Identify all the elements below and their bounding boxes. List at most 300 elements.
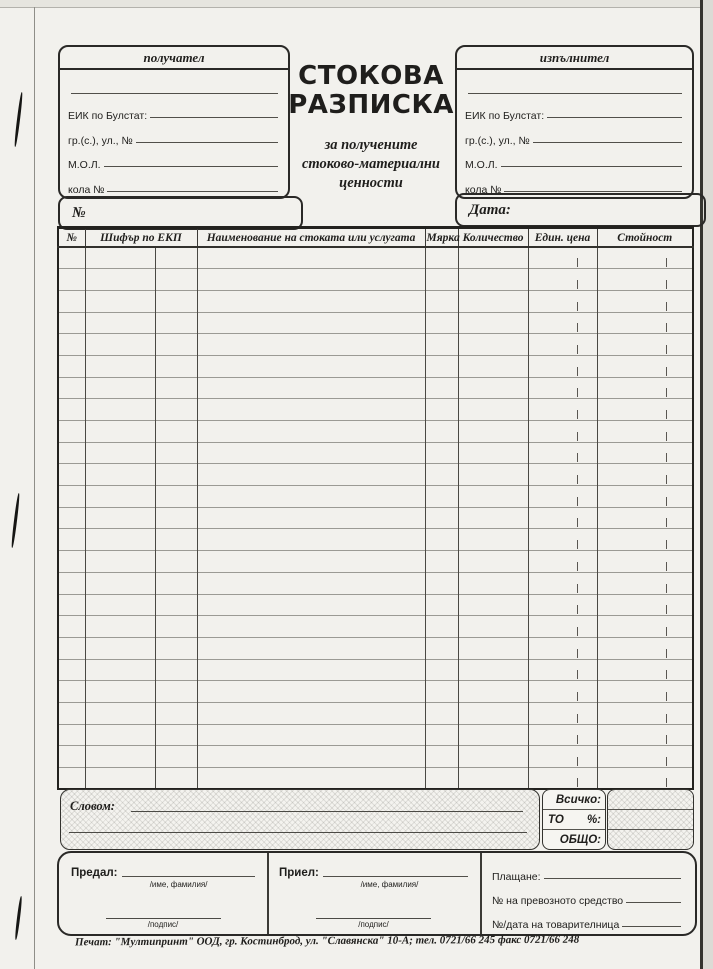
table-cell — [458, 486, 528, 508]
decimal-separator-tick — [577, 475, 578, 484]
table-cell — [155, 442, 197, 464]
decimal-separator-tick — [577, 497, 578, 506]
signature-hint: /подпис/ — [147, 920, 179, 929]
table-cell — [597, 616, 693, 638]
amount-in-words-label: Словом: — [70, 799, 115, 813]
table-cell — [197, 269, 425, 291]
document-number-label: № — [72, 204, 86, 221]
table-row — [58, 334, 693, 356]
table-cell — [85, 421, 155, 443]
decimal-separator-tick — [577, 778, 578, 787]
signature-line — [316, 918, 431, 919]
table-cell — [597, 312, 693, 334]
table-cell — [425, 290, 458, 312]
fill-in-line — [107, 191, 278, 192]
table-cell — [528, 529, 597, 551]
executor-vehicle-row — [465, 171, 682, 196]
field-label: М.О.Л. — [68, 159, 101, 171]
table-row — [58, 290, 693, 312]
table-cell — [155, 486, 197, 508]
table-cell — [458, 702, 528, 724]
staple-mark — [11, 493, 21, 548]
decimal-separator-tick — [577, 627, 578, 636]
decimal-separator-tick — [666, 627, 667, 636]
decimal-separator-tick — [577, 562, 578, 571]
table-cell — [597, 746, 693, 768]
executor-eik-row — [465, 98, 682, 123]
decimal-separator-tick — [666, 280, 667, 289]
table-cell — [528, 616, 597, 638]
table-cell — [155, 681, 197, 703]
document-date-box — [455, 193, 706, 227]
table-cell — [155, 724, 197, 746]
table-row — [58, 269, 693, 291]
table-cell — [85, 551, 155, 573]
table-row — [58, 399, 693, 421]
table-cell — [528, 659, 597, 681]
table-cell — [155, 355, 197, 377]
table-cell — [458, 312, 528, 334]
goods-table — [57, 226, 694, 790]
decimal-separator-tick — [577, 649, 578, 658]
total-all-label: Всичко: — [543, 790, 605, 810]
handed-by-label: Предал: — [71, 867, 118, 879]
table-cell — [597, 637, 693, 659]
table-cell — [458, 377, 528, 399]
table-cell — [528, 507, 597, 529]
decimal-separator-tick — [666, 714, 667, 723]
decimal-separator-tick — [577, 432, 578, 441]
table-cell — [155, 269, 197, 291]
trade-discount-value-cell — [608, 810, 693, 830]
decimal-separator-tick — [666, 388, 667, 397]
table-cell — [58, 247, 85, 269]
table-cell — [197, 247, 425, 269]
table-cell — [58, 594, 85, 616]
received-by-label: Приел: — [279, 867, 319, 879]
table-cell — [425, 681, 458, 703]
table-cell — [197, 421, 425, 443]
table-cell — [85, 724, 155, 746]
table-cell — [85, 312, 155, 334]
table-cell — [597, 290, 693, 312]
paper-right-margin — [703, 0, 713, 969]
table-cell — [155, 594, 197, 616]
table-cell — [425, 594, 458, 616]
table-cell — [58, 377, 85, 399]
table-cell — [597, 247, 693, 269]
decimal-separator-tick — [666, 497, 667, 506]
table-cell — [528, 768, 597, 790]
table-cell — [458, 768, 528, 790]
table-cell — [155, 637, 197, 659]
table-cell — [197, 290, 425, 312]
fill-in-line — [626, 902, 681, 903]
table-row — [58, 702, 693, 724]
decimal-separator-tick — [577, 735, 578, 744]
table-cell — [197, 399, 425, 421]
vehicle-number-label: № на превозното средство — [492, 895, 624, 907]
table-cell — [597, 421, 693, 443]
waybill-label: №/дата на товарителница — [492, 919, 620, 931]
table-cell — [425, 421, 458, 443]
table-cell — [425, 507, 458, 529]
table-cell — [155, 290, 197, 312]
table-cell — [197, 464, 425, 486]
table-cell — [155, 746, 197, 768]
table-cell — [458, 464, 528, 486]
executor-address-row — [465, 122, 682, 147]
table-cell — [58, 399, 85, 421]
table-cell — [197, 768, 425, 790]
fill-in-line — [544, 878, 681, 879]
decimal-separator-tick — [666, 649, 667, 658]
table-cell — [155, 529, 197, 551]
table-cell — [528, 399, 597, 421]
recipient-mol-row — [68, 147, 278, 172]
fill-in-line — [547, 117, 682, 118]
decimal-separator-tick — [666, 302, 667, 311]
fill-in-line — [104, 166, 278, 167]
table-cell — [58, 637, 85, 659]
table-cell — [597, 377, 693, 399]
fill-in-line — [131, 811, 523, 812]
table-cell — [425, 334, 458, 356]
table-cell — [425, 486, 458, 508]
table-cell — [528, 724, 597, 746]
table-cell — [597, 442, 693, 464]
table-cell — [597, 702, 693, 724]
table-cell — [597, 572, 693, 594]
table-cell — [597, 529, 693, 551]
total-all-value-cell — [608, 790, 693, 810]
table-cell — [197, 334, 425, 356]
totals-labels-box — [542, 789, 606, 850]
trade-discount-label: ТО — [548, 813, 564, 826]
decimal-separator-tick — [577, 540, 578, 549]
table-cell — [528, 572, 597, 594]
name-hint: /име, фамилия/ — [149, 880, 208, 889]
fill-in-line — [533, 142, 682, 143]
table-cell — [597, 681, 693, 703]
table-cell — [85, 659, 155, 681]
decimal-separator-tick — [577, 670, 578, 679]
table-cell — [58, 421, 85, 443]
table-cell — [425, 659, 458, 681]
table-cell — [58, 442, 85, 464]
table-cell — [85, 637, 155, 659]
table-cell — [155, 377, 197, 399]
table-cell — [425, 529, 458, 551]
col-header-code: Шифър по ЕКП — [85, 228, 197, 248]
table-cell — [425, 399, 458, 421]
table-cell — [458, 724, 528, 746]
table-cell — [528, 551, 597, 573]
payment-column — [480, 853, 695, 934]
table-cell — [85, 486, 155, 508]
table-cell — [458, 551, 528, 573]
decimal-separator-tick — [577, 714, 578, 723]
table-cell — [155, 616, 197, 638]
grand-total-value-cell — [608, 830, 693, 849]
fill-in-line — [468, 93, 682, 94]
paper-top-edge — [0, 0, 713, 8]
table-cell — [528, 377, 597, 399]
table-cell — [197, 659, 425, 681]
field-label: ЕИК по Булстат: — [465, 110, 545, 122]
table-cell — [85, 399, 155, 421]
amount-in-words-box — [60, 789, 540, 850]
name-hint: /име, фамилия/ — [360, 880, 419, 889]
table-cell — [85, 464, 155, 486]
table-cell — [458, 572, 528, 594]
col-header-value: Стойност — [597, 228, 693, 248]
table-cell — [197, 702, 425, 724]
decimal-separator-tick — [666, 453, 667, 462]
waybill-row — [492, 907, 681, 931]
recipient-box-header: получател — [60, 47, 288, 70]
col-header-unit-price: Един. цена — [528, 228, 597, 248]
fill-in-line — [136, 142, 278, 143]
table-cell — [597, 399, 693, 421]
table-row — [58, 421, 693, 443]
table-cell — [197, 637, 425, 659]
table-cell — [425, 247, 458, 269]
payment-row — [492, 859, 681, 883]
table-cell — [58, 746, 85, 768]
col-header-number: № — [58, 228, 85, 248]
table-cell — [197, 724, 425, 746]
decimal-separator-tick — [577, 280, 578, 289]
table-cell — [528, 442, 597, 464]
table-cell — [597, 594, 693, 616]
table-cell — [85, 702, 155, 724]
table-cell — [458, 594, 528, 616]
table-cell — [58, 355, 85, 377]
decimal-separator-tick — [577, 345, 578, 354]
table-cell — [458, 442, 528, 464]
vehicle-number-row — [492, 883, 681, 907]
fill-in-line — [323, 876, 468, 877]
table-cell — [85, 442, 155, 464]
table-cell — [58, 768, 85, 790]
table-cell — [85, 594, 155, 616]
table-cell — [425, 269, 458, 291]
table-cell — [597, 355, 693, 377]
field-label: кола № — [465, 183, 502, 196]
table-cell — [85, 247, 155, 269]
decimal-separator-tick — [577, 757, 578, 766]
table-cell — [197, 746, 425, 768]
table-cell — [528, 637, 597, 659]
recipient-name-row — [68, 73, 278, 98]
fill-in-line — [504, 191, 682, 192]
table-cell — [85, 507, 155, 529]
table-cell — [155, 768, 197, 790]
table-cell — [197, 681, 425, 703]
table-cell — [58, 334, 85, 356]
fill-in-line — [69, 832, 527, 833]
table-row — [58, 507, 693, 529]
totals-values-box — [607, 789, 694, 850]
table-row — [58, 616, 693, 638]
table-row — [58, 724, 693, 746]
payment-label: Плащане: — [492, 871, 541, 883]
received-by-column — [267, 853, 480, 934]
table-row — [58, 572, 693, 594]
table-cell — [85, 334, 155, 356]
table-cell — [528, 486, 597, 508]
table-cell — [85, 681, 155, 703]
col-header-name: Наименование на стоката или услугата — [197, 228, 425, 248]
decimal-separator-tick — [666, 605, 667, 614]
fill-in-line — [622, 926, 681, 927]
table-cell — [597, 724, 693, 746]
table-cell — [58, 681, 85, 703]
table-cell — [58, 616, 85, 638]
table-row — [58, 486, 693, 508]
table-cell — [197, 551, 425, 573]
table-cell — [597, 486, 693, 508]
table-cell — [155, 334, 197, 356]
table-cell — [197, 507, 425, 529]
decimal-separator-tick — [577, 258, 578, 267]
decimal-separator-tick — [666, 410, 667, 419]
table-cell — [85, 355, 155, 377]
table-cell — [155, 551, 197, 573]
table-cell — [458, 269, 528, 291]
table-cell — [458, 247, 528, 269]
table-cell — [85, 616, 155, 638]
decimal-separator-tick — [666, 345, 667, 354]
table-cell — [197, 616, 425, 638]
table-cell — [528, 464, 597, 486]
decimal-separator-tick — [577, 388, 578, 397]
table-cell — [458, 290, 528, 312]
table-cell — [528, 334, 597, 356]
table-cell — [528, 421, 597, 443]
table-cell — [528, 290, 597, 312]
table-cell — [458, 616, 528, 638]
table-row — [58, 746, 693, 768]
table-cell — [155, 312, 197, 334]
table-cell — [425, 746, 458, 768]
table-cell — [58, 702, 85, 724]
table-cell — [58, 507, 85, 529]
table-cell — [425, 572, 458, 594]
table-cell — [458, 637, 528, 659]
table-row — [58, 529, 693, 551]
table-cell — [155, 421, 197, 443]
recipient-vehicle-row — [68, 171, 278, 196]
table-cell — [85, 746, 155, 768]
table-row — [58, 594, 693, 616]
table-cell — [458, 421, 528, 443]
table-cell — [458, 507, 528, 529]
table-header-row — [58, 228, 693, 248]
paper-fold-line — [34, 7, 35, 969]
recipient-box — [58, 45, 290, 199]
table-cell — [528, 355, 597, 377]
trade-discount-percent-label: %: — [586, 813, 601, 826]
executor-name-row — [465, 73, 682, 98]
decimal-separator-tick — [577, 584, 578, 593]
table-cell — [85, 290, 155, 312]
table-cell — [155, 507, 197, 529]
table-cell — [197, 377, 425, 399]
table-cell — [528, 247, 597, 269]
table-cell — [597, 269, 693, 291]
table-row — [58, 659, 693, 681]
table-row — [58, 377, 693, 399]
table-row — [58, 355, 693, 377]
table-cell — [458, 529, 528, 551]
decimal-separator-tick — [666, 692, 667, 701]
decimal-separator-tick — [666, 367, 667, 376]
table-cell — [597, 507, 693, 529]
table-cell — [155, 399, 197, 421]
table-cell — [155, 247, 197, 269]
table-cell — [58, 464, 85, 486]
decimal-separator-tick — [666, 584, 667, 593]
table-cell — [528, 269, 597, 291]
decimal-separator-tick — [666, 475, 667, 484]
signature-line — [106, 918, 221, 919]
grand-total-label: ОБЩО: — [559, 833, 601, 846]
table-cell — [197, 529, 425, 551]
table-cell — [58, 269, 85, 291]
signature-section — [57, 851, 697, 936]
signature-hint: /подпис/ — [358, 920, 389, 929]
col-header-unit: Мярка — [425, 228, 458, 248]
table-cell — [528, 594, 597, 616]
table-cell — [155, 572, 197, 594]
table-cell — [528, 681, 597, 703]
decimal-separator-tick — [577, 410, 578, 419]
form-title-block — [286, 62, 456, 193]
document-date-label: Дата: — [469, 201, 511, 218]
field-label: М.О.Л. — [465, 159, 498, 171]
executor-box — [455, 45, 694, 199]
executor-box-header: изпълнител — [457, 47, 692, 70]
table-cell — [155, 464, 197, 486]
decimal-separator-tick — [577, 367, 578, 376]
table-cell — [425, 724, 458, 746]
form-title: СТОКОВА РАЗПИСКА — [288, 61, 454, 120]
field-label: гр.(с.), ул., № — [465, 134, 530, 147]
table-row — [58, 312, 693, 334]
decimal-separator-tick — [666, 562, 667, 571]
table-cell — [458, 355, 528, 377]
table-cell — [458, 399, 528, 421]
table-row — [58, 768, 693, 790]
decimal-separator-tick — [666, 778, 667, 787]
table-cell — [425, 551, 458, 573]
table-cell — [425, 637, 458, 659]
table-row — [58, 681, 693, 703]
table-cell — [425, 768, 458, 790]
decimal-separator-tick — [666, 540, 667, 549]
table-cell — [58, 290, 85, 312]
field-label: гр.(с.), ул., № — [68, 134, 133, 147]
table-cell — [58, 572, 85, 594]
table-cell — [458, 681, 528, 703]
table-row — [58, 637, 693, 659]
field-label: кола № — [68, 183, 105, 196]
decimal-separator-tick — [666, 432, 667, 441]
table-cell — [528, 702, 597, 724]
table-cell — [458, 659, 528, 681]
